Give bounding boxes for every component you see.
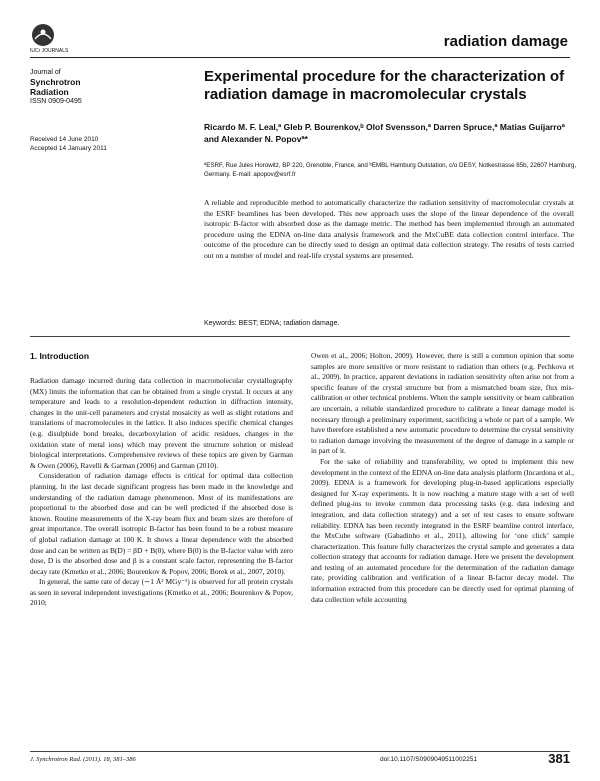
paragraph: Owen et al., 2006; Holton, 2009). However, there is still a common opinion that some samples are more sensitive or more resistant to radiation than others (e.g. Pechkova et al., 2009). In practice, apparent deviations in radiation sensitivity often arise not from a specific feature of the crystal structure but from a mismatched beam size, flux mis-calibration or other technical problems. When the sample sensitivity or beam calibration are uncertain, a reliable standardized procedure to calibrate a linear damage model is necessary through a preliminary experiment, sacrificing a whole or part of a sample. We have therefore established a new automatic procedure to determine the crystal sensitivity to radiation damage involving the measurement of the degree of damage in a sample or in part of it. (311, 351, 574, 456)
journal-name-line1: Synchrotron (30, 77, 81, 87)
page-number: 381 (548, 751, 570, 766)
body-column-right (311, 351, 574, 605)
journal-name-line2: Radiation (30, 87, 69, 97)
footer-rule (30, 751, 570, 752)
section-rule (30, 336, 570, 337)
keywords: Keywords: BEST; EDNA; radiation damage. (204, 320, 340, 327)
section-tag: radiation damage (443, 33, 568, 50)
accepted-date: Accepted 14 January 2011 (30, 145, 107, 152)
section-heading-introduction: 1. Introduction (30, 351, 90, 361)
footer-citation: J. Synchrotron Rad. (2011). 18, 381–386 (30, 756, 136, 763)
affiliations: ªESRF, Rue Jules Horowitz, BP 220, Grenoble, France, and ᵇEMBL Hamburg Outstation, c/o DESY, Notkestrasse 85b, 22607 Hamburg, Germany. E-mail: apopov@esrf.fr (204, 162, 577, 178)
article-title: Experimental procedure for the characterization of radiation damage in macromolecular crystals (204, 68, 565, 103)
footer-doi: doi:10.1107/S0909049511002251 (380, 756, 477, 763)
header-rule (30, 57, 570, 58)
abstract: A reliable and reproducible method to automatically characterize the radiation sensitivity of macromolecular crystals at the ESRF beamlines has been developed. This new approach uses the slope of the linear dependence of the overall isotropic B-factor with absorbed dose as the damage metric. The method has been implemented through an automated procedure using the EDNA on-line data analysis framework and the MxCuBE data collection control interface. The outcome of the procedure can be directly used to design an optimal data collection strategy. The results of tests carried out on a number of model and real-life crystal systems are presented. (204, 198, 574, 260)
journal-logo-icon (30, 22, 56, 48)
journal-info (30, 68, 165, 106)
paragraph: For the sake of reliability and transferability, we opted to implement this new development in the context of the EDNA on-line data analysis platform (Incardona et al., 2009). EDNA is a framework for developing plug-in-based applications especially designed for X-ray experiments. It is now reaching a mature stage with a set of well defined plug-ins to invoke common data processing tasks (e.g. data indexing and integration, and data collection strategy) and a set of test cases to ensure software reliability. EDNA has been recently integrated in the ESRF beamline control interface, the MxCube software (Gabadinho et al., 2011), allowing for ‘one click’ sample characterization. This feature fully characterizes the crystal sample and generates a data collection strategy that accounts for radiation damage. Here we present the development and testing of an automated procedure for the determination of the radiation damage rate, providing calibration and verification of a linear B-factor decay model. The information extracted from this procedure can be directly used for optimal planning of data collection while accounting (311, 456, 574, 604)
paragraph: Consideration of radiation damage effects is critical for optimal data collection planning. In the last decade significant progress has been made in the knowledge and understanding of the radiation damage phenomenon. Most of its manifestations are proportional to the absorbed dose and can be well predicted if the absorbed dose is known. Routine measurements of the X-ray beam flux and beam sizes are therefore of great importance. The overall isotropic B-factor has been found to be a robust measure of global radiation damage at 100 K. It shows a linear dependence with the absorbed dose and can be written as B(D) = βD + B(0), where B(0) is the B-factor value with zero dose, D is the absorbed dose and β is a constant scale factor, representing the B-factor decay rate (Kmetko et al., 2006; Bourenkov & Popov, 2006; Borek et al., 2007, 2010). (30, 471, 293, 576)
journal-issn: ISSN 0909-0495 (30, 98, 82, 105)
journal-line1: Journal of (30, 69, 61, 76)
article-dates (30, 135, 107, 153)
logo-text: IUCr JOURNALS (30, 48, 69, 54)
paragraph: In general, the same rate of decay (∼1 Å² MGy⁻¹) is observed for all protein crystals as seen in several independent investigations (Kmetko et al., 2006; Bourenkov & Popov, 2010; (30, 577, 293, 608)
author-list: Ricardo M. F. Leal,ª Gleb P. Bourenkov,ᵇ Olof Svensson,ª Darren Spruce,ª Matias Guijarroª and Alexander N. Popovª* (204, 122, 565, 144)
body-column-left (30, 376, 293, 609)
paragraph: Radiation damage incurred during data collection in macromolecular crystallography (MX) limits the information that can be obtained from a single crystal. It occurs at any temperature and leads to a resolution-dependent reduction in diffraction intensity, changes in the unit-cell parameters and crystal mosaicity as well as slight rotations and translations of macromolecules in the lattice. It also induces specific chemical changes (e.g. disulphide bond breaks, decarboxylation of acidic residues, changes in the oxidation state of metal ions) which may prevent the structure solution or mislead biological interpretations. Comprehensive reviews of these topics are given by Garman & Owen (2006), Ravelli & Garman (2006) and Garman (2010). (30, 376, 293, 470)
received-date: Received 14 June 2010 (30, 136, 99, 143)
